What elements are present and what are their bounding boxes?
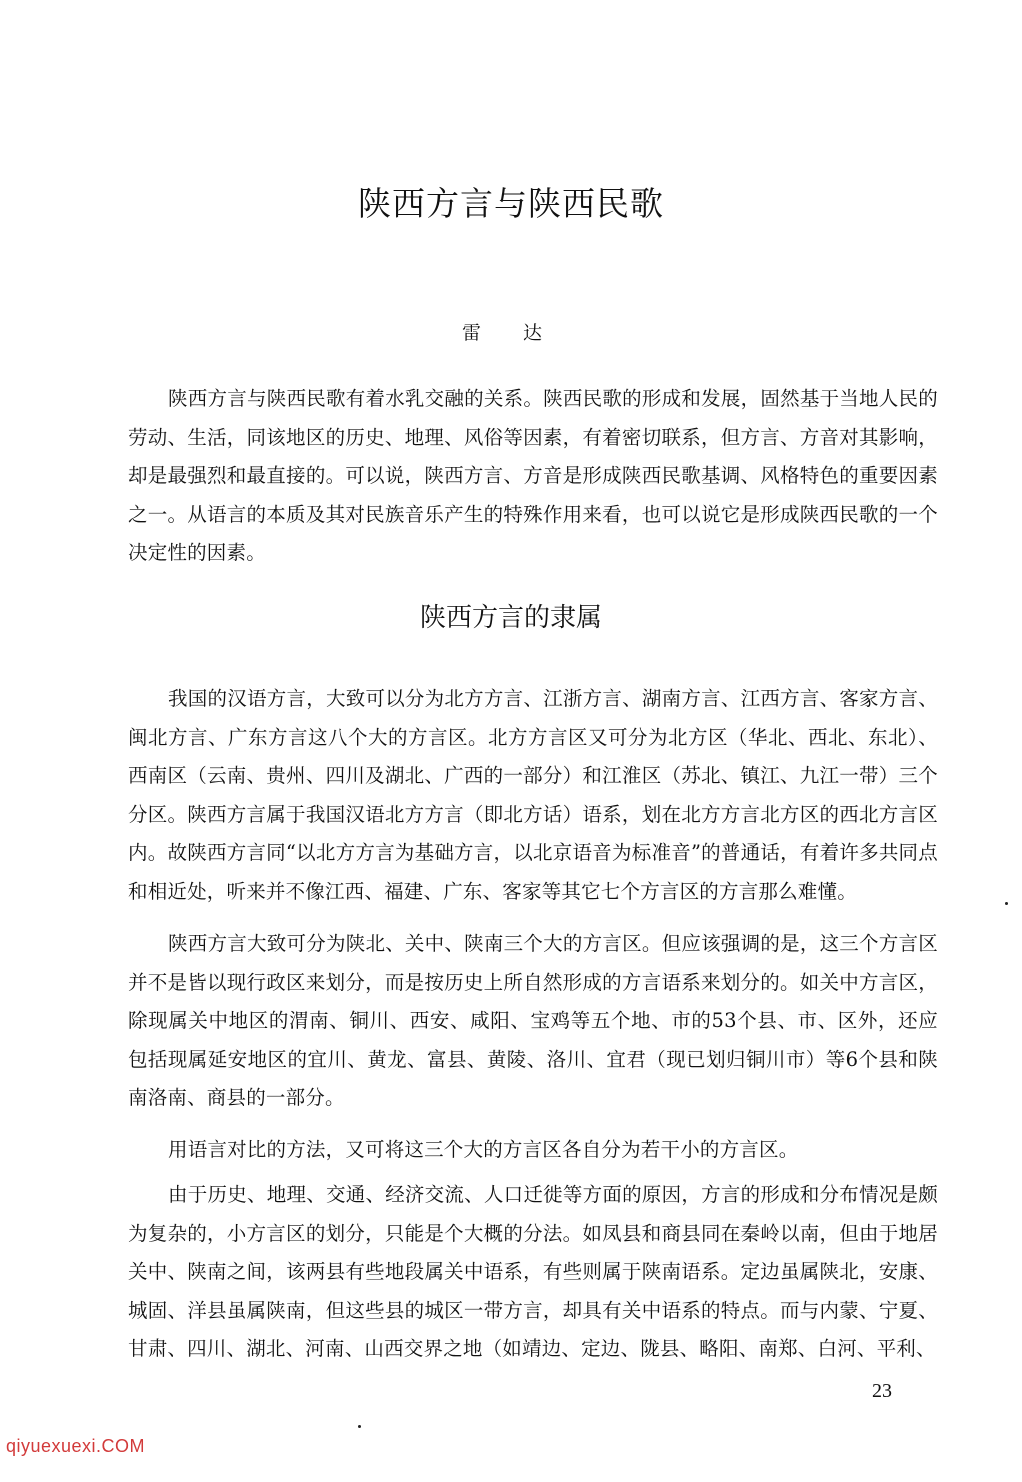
site-watermark: qiyuexuexi.COM: [6, 1436, 146, 1456]
article-title: 陕西方言与陕西民歌: [358, 184, 664, 223]
section-paragraph-1: 我国的汉语方言，大致可以分为北方方言、江浙方言、湖南方言、江西方言、客家方言、闽北方言、广东方言这八个大的方言区。北方方言区又可分为北方区（华北、西北、东北）、西南区（云南、贵州、四川及湖北、广西的一部分）和江淮区（苏北、镇江、九江一带）三个分区。陕西方言属于我国汉语北方方言（即北方话）语系，划在北方方言北方区的西北方言区内。故陕西方言同“以北方方言为基础方言，以北京语音为标准音”的普通话，有着许多共同点和相近处，听来并不像江西、福建、广东、客家等其它七个方言区的方言那么难懂。: [128, 687, 938, 903]
section-heading: 陕西方言的隶属: [419, 603, 602, 633]
section-paragraph-3: 用语言对比的方法，又可将这三个大的方言区各自分为若干小的方言区。: [168, 1138, 799, 1161]
section-paragraph-4: 由于历史、地理、交通、经济交流、人口迁徙等方面的原因，方言的形成和分布情况是颇为复杂的，小方言区的划分，只能是个大概的分法。如凤县和商县同在秦岭以南，但由于地居关中、陕南之间，该两县有些地段属关中语系，有些则属于陕南语系。定边虽属陕北，安康、城固、洋县虽属陕南，但这些县的城区一带方言，却具有关中语系的特点。而与内蒙、宁夏、甘肃、四川、湖北、河南、山西交界之地（如靖边、定边、陇县、略阳、南郑、白河、平利、: [128, 1183, 938, 1360]
scan-speck: [1005, 902, 1008, 905]
section-paragraph-2: 陕西方言大致可分为陕北、关中、陕南三个大的方言区。但应该强调的是，这三个方言区并不是皆以现行政区来划分，而是按历史上所自然形成的方言语系来划分的。如关中方言区，除现属关中地区的渭南、铜川、西安、咸阳、宝鸡等五个地、市的53个县、市、区外，还应包括现属延安地区的宜川、黄龙、富县、黄陵、洛川、宜君（现已划归铜川市）等6个县和陕南洛南、商县的一部分。: [128, 932, 938, 1109]
scan-speck: [358, 1425, 361, 1428]
author-name: 雷 达: [461, 322, 561, 344]
intro-paragraph: 陕西方言与陕西民歌有着水乳交融的关系。陕西民歌的形成和发展，固然基于当地人民的劳动、生活，同该地区的历史、地理、风俗等因素，有着密切联系，但方言、方音对其影响，却是最强烈和最直接的。可以说，陕西方言、方音是形成陕西民歌基调、风格特色的重要因素之一。从语言的本质及其对民族音乐产生的特殊作用来看，也可以说它是形成陕西民歌的一个决定性的因素。: [128, 387, 938, 564]
page-number: 23: [872, 1380, 892, 1402]
